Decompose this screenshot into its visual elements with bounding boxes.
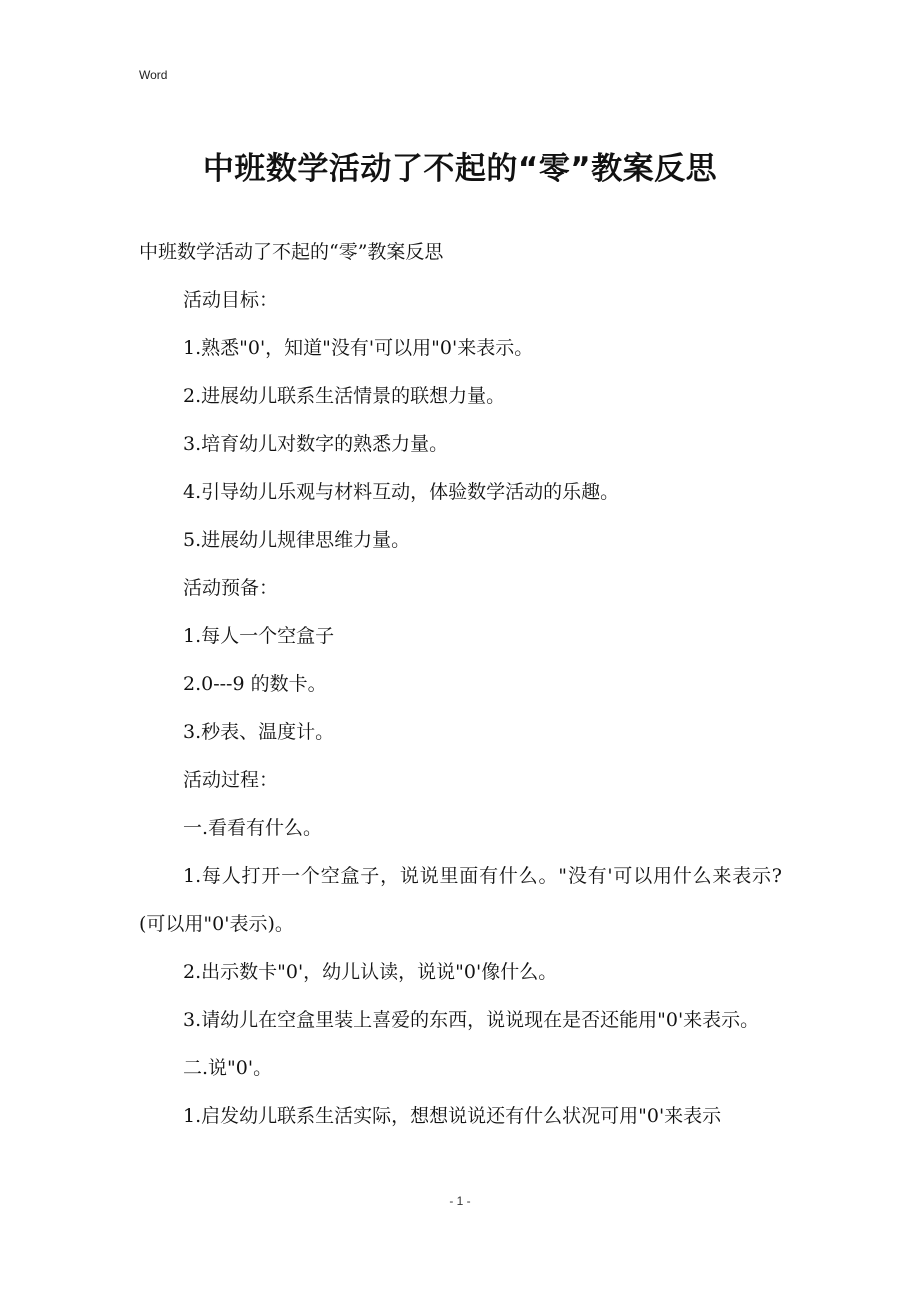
- paragraph: 5.进展幼儿规律思维力量。: [183, 529, 411, 551]
- paragraph: 3.秒表、温度计。: [183, 721, 335, 743]
- paragraph: 1.启发幼儿联系生活实际，想想说说还有什么状况可用"0'来表示: [183, 1105, 722, 1127]
- paragraph: 二.说"0'。: [183, 1057, 273, 1079]
- page-number: - 1 -: [449, 1194, 471, 1208]
- paragraph: 2.0---9 的数卡。: [183, 673, 327, 695]
- paragraph: 3.请幼儿在空盒里装上喜爱的东西，说说现在是否还能用"0'来表示。: [183, 1009, 760, 1031]
- paragraph: 2.出示数卡"0'，幼儿认读，说说"0'像什么。: [183, 961, 558, 983]
- document-body: [139, 228, 782, 1140]
- paragraph: 活动过程：: [183, 769, 279, 791]
- paragraph: 1.每人一个空盒子: [183, 625, 335, 647]
- paragraph: 活动预备：: [183, 577, 279, 599]
- document-title: 中班数学活动了不起的“零”教案反思: [202, 151, 718, 187]
- paragraph: 中班数学活动了不起的“零”教案反思: [139, 241, 444, 263]
- paragraph: 3.培育幼儿对数字的熟悉力量。: [183, 433, 449, 455]
- paragraph: 活动目标：: [183, 289, 279, 311]
- paragraph: 1.每人打开一个空盒子，说说里面有什么。"没有'可以用什么来表示?(可以用"0'表示)。: [139, 865, 782, 935]
- paragraph: 4.引导幼儿乐观与材料互动，体验数学活动的乐趣。: [183, 481, 620, 503]
- paragraph: 1.熟悉"0'，知道"没有'可以用"0'来表示。: [183, 337, 534, 359]
- paragraph: 一.看看有什么。: [183, 817, 323, 839]
- paragraph: 2.进展幼儿联系生活情景的联想力量。: [183, 385, 506, 407]
- header-label: Word: [139, 68, 168, 82]
